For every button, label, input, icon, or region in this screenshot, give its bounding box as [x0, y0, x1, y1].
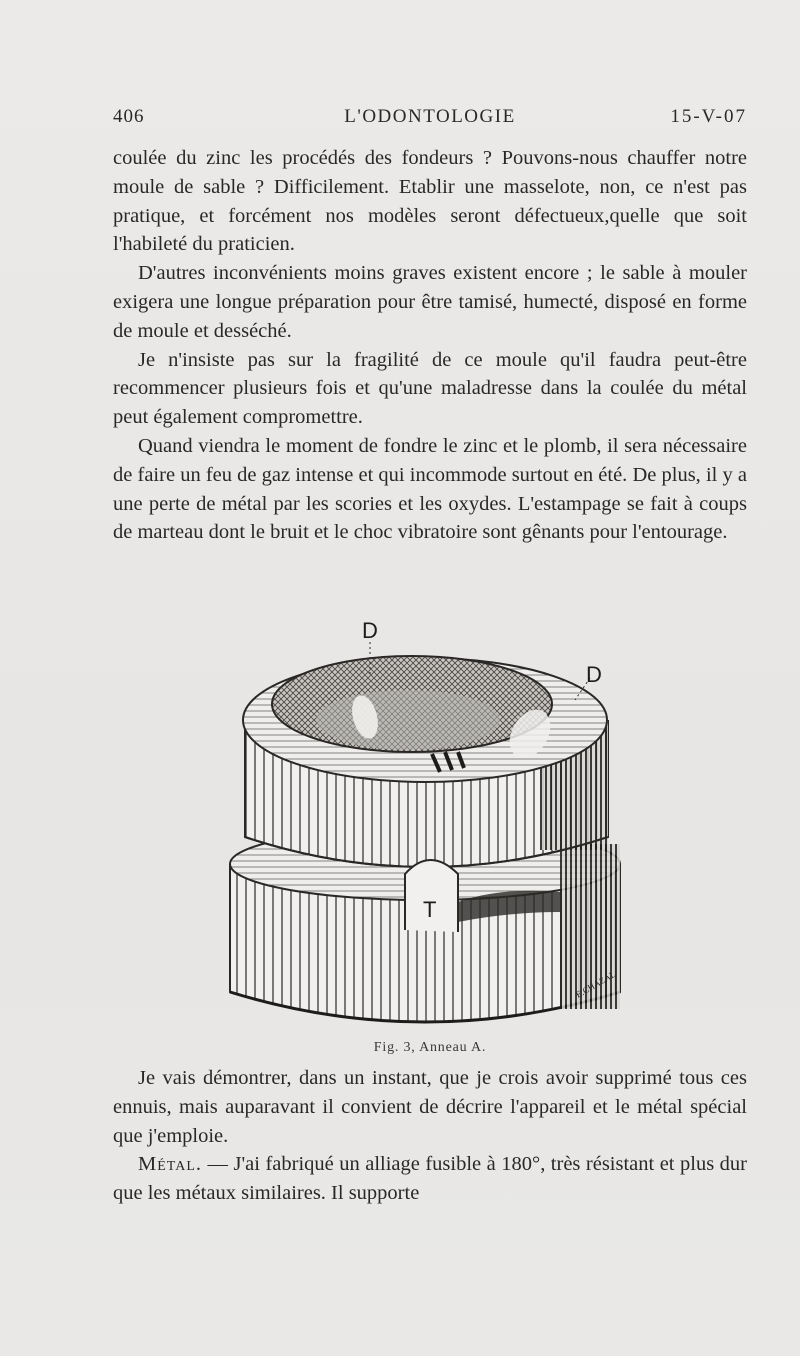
- paragraph-2: D'autres inconvénients moins graves existent encore ; le sable à mouler exigera une longue préparation pour être tamisé, humecté, disposé en forme de moule et desséché.: [113, 262, 747, 342]
- journal-title: L'ODONTOLOGIE: [344, 106, 516, 127]
- paragraph-4: Quand viendra le moment de fondre le zinc et le plomb, il sera nécessaire de faire un feu de gaz intense et qui incommode surtout en été. De plus, il y a une perte de métal par les scories et les oxydes. L'estampage se fait à coups de marteau dont le bruit et le choc vibratoire sont gênants pour l'entourage.: [113, 434, 747, 544]
- paragraph-5: Je vais démontrer, dans un instant, que je crois avoir supprimé tous ces ennuis, mais auparavant il convient de décrire l'appareil et le métal spécial que j'emploie.: [113, 1067, 747, 1147]
- paragraph-6: [113, 1150, 747, 1208]
- engraver-signature: E.CHAZAL: [574, 968, 618, 1000]
- label-t: T: [423, 897, 437, 922]
- paragraph-1: coulée du zinc les procédés des fondeurs ? Pouvons-nous chauffer notre moule de sable ? Difficilement. Etablir une masselote, non, ce n'est pas pratique, et forcément nos modèles seront défectueux,quelle que soit l'habileté du praticien.: [113, 147, 747, 256]
- running-header: [113, 106, 747, 136]
- label-d-top: D: [362, 618, 378, 643]
- body-text-bottom: [113, 1064, 747, 1208]
- issue-date: 15-V-07: [670, 106, 747, 127]
- body-text-top: [113, 144, 747, 547]
- paragraph-6-text: — J'ai fabriqué un alliage fusible à 180°, très résistant et plus dur que les métaux similaires. Il supporte: [113, 1153, 747, 1205]
- page-number: 406: [113, 106, 145, 127]
- paragraph-3: Je n'insiste pas sur la fragilité de ce moule qu'il faudra peut-être recommencer plusieurs fois et qu'une maladresse dans la coulée du métal peut également compromettre.: [113, 348, 747, 429]
- section-heading-metal: Métal.: [138, 1153, 202, 1176]
- label-d-right: D: [586, 662, 602, 687]
- figure-caption: Fig. 3, Anneau A.: [373, 1040, 487, 1055]
- ring-illustration: [200, 612, 650, 1042]
